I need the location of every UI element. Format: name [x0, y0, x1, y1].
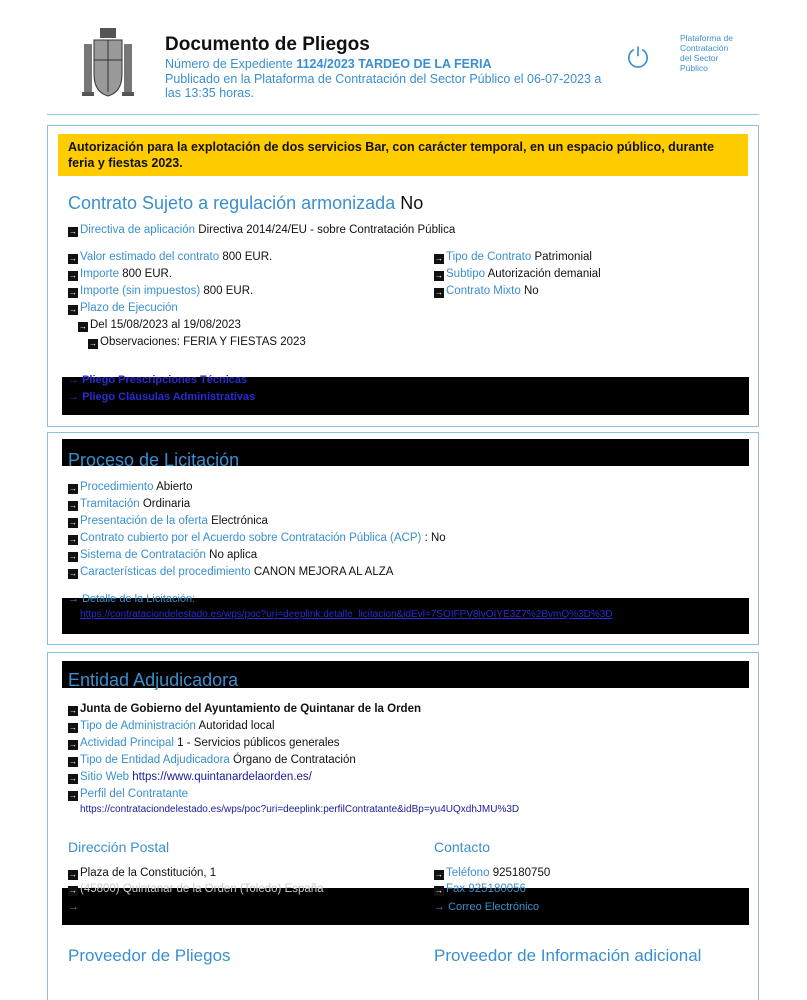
arrow-icon: →	[435, 271, 443, 280]
publicado-line: Publicado en la Plataforma de Contratación del Sector Público el 06-07-2023 a	[165, 72, 602, 86]
licitacion-section	[47, 432, 759, 645]
acp-row: → Contrato cubierto por el Acuerdo sobre Contratación Pública (ACP) : No	[69, 532, 446, 544]
arrow-icon: →	[69, 227, 77, 236]
correo-link[interactable]: → Correo Electrónico	[434, 901, 540, 913]
perfil-row: → Perfil del Contratante	[69, 788, 189, 800]
arrow-icon: →	[69, 501, 77, 510]
arrow-icon: →	[69, 305, 77, 314]
licitacion-heading: Proceso de Licitación	[68, 450, 240, 470]
publicado-line-2: las 13:35 horas.	[165, 86, 254, 100]
valor-row: → Valor estimado del contrato 800 EUR.	[69, 251, 273, 263]
platform-logo-icon	[628, 28, 678, 88]
arrow-icon: →	[69, 723, 77, 732]
sistema-row: → Sistema de Contratación No aplica	[69, 549, 258, 561]
entidad-heading: Entidad Adjudicadora	[68, 670, 239, 690]
arrow-icon: →	[69, 757, 77, 766]
arrow-icon: →	[435, 288, 443, 297]
arrow-icon: →	[69, 706, 77, 715]
contrato-section	[47, 125, 759, 427]
arrow-icon: →	[69, 288, 77, 297]
arrow-icon: →	[435, 870, 443, 879]
perfil-link-row	[80, 804, 519, 815]
arrow-icon: →	[69, 271, 77, 280]
mixto-row: → Contrato Mixto No	[435, 285, 539, 297]
direccion-heading: Dirección Postal	[68, 839, 170, 855]
arrow-icon: →	[69, 569, 77, 578]
tipo-admin-row: → Tipo de Administración Autoridad local	[69, 720, 275, 732]
direccion-line-2: → (45800) Quintanar de la Orden (Toledo) España	[69, 883, 324, 895]
direccion-line-1: → Plaza de la Constitución, 1	[69, 867, 217, 879]
tramitacion-row: → Tramitación Ordinaria	[69, 498, 191, 510]
page-header	[0, 0, 807, 120]
arrow-icon: →	[69, 254, 77, 263]
contacto-heading: Contacto	[434, 839, 491, 855]
importe-row: → Importe 800 EUR.	[69, 268, 173, 280]
arrow-icon: →	[69, 886, 77, 895]
arrow-icon: →	[69, 791, 77, 800]
header-divider	[47, 114, 759, 115]
sitio-web-row: → Sitio Web https://www.quintanardelaorden.es/	[69, 771, 312, 783]
platform-logo-text: Plataforma de Contratación del Sector Público	[680, 33, 733, 73]
proveedor-info-heading: Proveedor de Información adicional	[434, 946, 702, 965]
arrow-icon: →	[435, 886, 443, 895]
expediente-line: Número de Expediente 1124/2023 TARDEO DE LA FERIA	[165, 57, 492, 71]
fax-row: → Fax 925180056	[435, 883, 526, 895]
presentacion-row: → Presentación de la oferta Electrónica	[69, 515, 268, 527]
telefono-row: → Teléfono 925180750	[435, 867, 551, 879]
document-title: Documento de Pliegos	[165, 34, 370, 55]
arrow-icon: →	[89, 339, 97, 348]
arrow-icon: →	[79, 322, 87, 331]
detalle-label: → Detalle de la Licitación:	[68, 593, 196, 605]
tipo-entidad-row: → Tipo de Entidad Adjudicadora Órgano de Contratación	[69, 754, 356, 766]
arrow-icon: →	[69, 870, 77, 879]
procedimiento-row: → Procedimiento Abierto	[69, 481, 193, 493]
sitio-web-link[interactable]: https://www.quintanardelaorden.es/	[132, 771, 312, 783]
arrow-icon: →	[69, 535, 77, 544]
arrow-icon: →	[69, 740, 77, 749]
arrow-icon: →	[69, 484, 77, 493]
coat-of-arms-icon	[78, 26, 138, 101]
arrow-icon: →	[69, 518, 77, 527]
pliego-clausulas-link[interactable]: → Pliego Cláusulas Administrativas	[68, 391, 256, 403]
empty-arrow: →	[68, 901, 79, 913]
pliego-prescripciones-link[interactable]: → Pliego Prescripciones Técnicas	[68, 374, 248, 386]
subtipo-row: → Subtipo Autorización demanial	[435, 268, 601, 280]
detalle-link[interactable]: https://contrataciondelestado.es/wps/poc?uri=deeplink:detalle_licitacion&idEvl=7SOIFPV8lvOIYE3Z7%2BvmQ%3D%3D	[80, 609, 613, 620]
perfil-contratante-link[interactable]: https://contrataciondelestado.es/wps/poc?uri=deeplink:perfilContratante&idBp=yu4UQxdhJMU%3D	[80, 804, 520, 815]
entidad-section	[47, 652, 759, 1000]
arrow-icon: →	[69, 552, 77, 561]
entidad-nombre: → Junta de Gobierno del Ayuntamiento de Quintanar de la Orden	[69, 703, 421, 715]
tipo-contrato-row: → Tipo de Contrato Patrimonial	[435, 251, 592, 263]
directiva-row: → Directiva de aplicación Directiva 2014/24/EU - sobre Contratación Pública	[69, 224, 456, 236]
caracteristicas-row: → Características del procedimiento CANON MEJORA AL ALZA	[69, 566, 394, 578]
importe-sin-row: → Importe (sin impuestos) 800 EUR.	[69, 285, 254, 297]
arrow-icon: →	[69, 774, 77, 783]
proveedor-pliegos-heading: Proveedor de Pliegos	[68, 946, 231, 965]
arrow-icon: →	[435, 254, 443, 263]
plazo-row: → Plazo de Ejecución	[69, 302, 178, 314]
contrato-heading: Contrato Sujeto a regulación armonizada No	[68, 193, 424, 213]
observaciones: → Observaciones: FERIA Y FIESTAS 2023	[89, 336, 306, 348]
objeto-banner: Autorización para la explotación de dos servicios Bar, con carácter temporal, en un espacio público, durante feria y fiestas 2023.	[58, 134, 748, 176]
plazo-value: → Del 15/08/2023 al 19/08/2023	[79, 319, 241, 331]
actividad-row: → Actividad Principal 1 - Servicios públicos generales	[69, 737, 340, 749]
